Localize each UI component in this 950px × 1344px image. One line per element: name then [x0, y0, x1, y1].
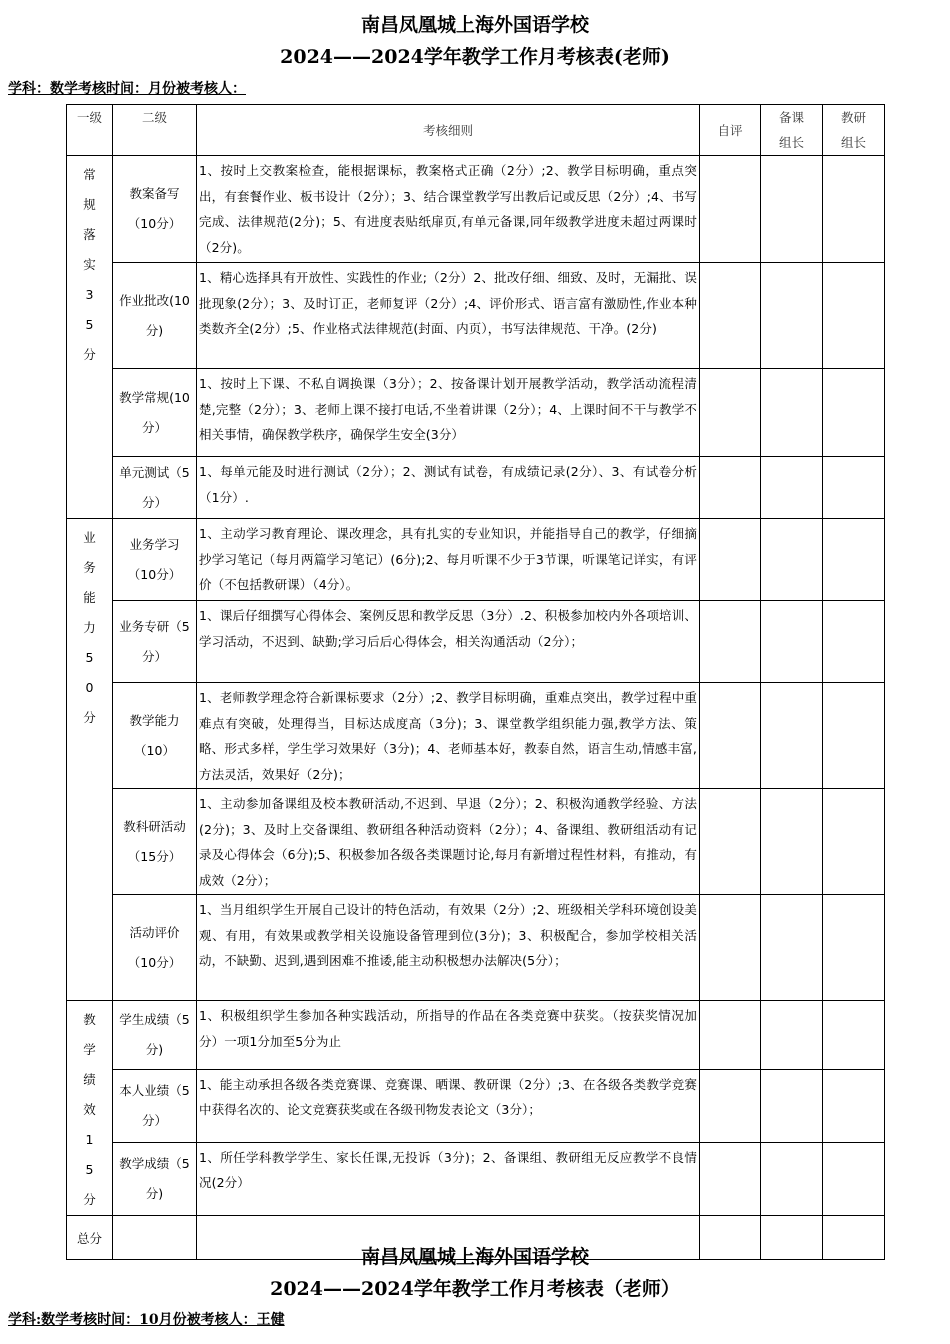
- group-leader-score-cell[interactable]: [761, 156, 823, 263]
- item-name: 教案备写（10分）: [113, 156, 197, 263]
- section-label: 常规落实35分: [67, 156, 113, 519]
- col-header-detail: 考核细则: [197, 105, 700, 156]
- table-row: [67, 683, 885, 789]
- item-detail: 1、能主动承担各级各类竞赛课、竞赛课、晒课、教研课（2分）;3、在各级各类教学竞赛中获得名次的、论文竞赛获奖或在各级刊物发表论文（3分）；: [197, 1069, 700, 1142]
- self-score-cell[interactable]: [700, 156, 761, 263]
- table-row: [67, 369, 885, 457]
- table-row: [67, 1069, 885, 1142]
- item-detail: 1、主动参加备课组及校本教研活动,不迟到、早退（2分）；2、积极沟通教学经验、方法(2分)；3、及时上交备课组、教研组各种活动资料（2分）；4、备课组、教研组活动有记录及心得体会（6分);5、积极参加各级各类课题讨论,每月有新增过程性材料，有推动，有成效（2分）；: [197, 789, 700, 895]
- research-leader-score-cell[interactable]: [823, 789, 885, 895]
- item-name: 本人业绩（5分）: [113, 1069, 197, 1142]
- item-name: 学生成绩（5分): [113, 1001, 197, 1070]
- table-row: [67, 263, 885, 369]
- group-leader-score-cell[interactable]: [761, 683, 823, 789]
- group-leader-score-cell[interactable]: [761, 601, 823, 683]
- research-leader-score-cell[interactable]: [823, 895, 885, 1001]
- group-leader-score-cell[interactable]: [761, 1142, 823, 1215]
- footer-form-title: 2024——2024学年教学工作月考核表（老师）: [270, 1278, 680, 1300]
- item-name: 教学成绩（5分): [113, 1142, 197, 1215]
- group-leader-score-cell[interactable]: [761, 369, 823, 457]
- research-leader-score-cell[interactable]: [823, 457, 885, 519]
- item-name: 单元测试（5分）: [113, 457, 197, 519]
- self-score-cell[interactable]: [700, 457, 761, 519]
- total-label: 总分: [67, 1216, 113, 1260]
- group-leader-score-cell[interactable]: [761, 895, 823, 1001]
- group-leader-score-cell[interactable]: [761, 457, 823, 519]
- header-row: [67, 105, 885, 156]
- research-leader-score-cell[interactable]: [823, 1142, 885, 1215]
- self-score-cell[interactable]: [700, 263, 761, 369]
- self-score-cell[interactable]: [700, 683, 761, 789]
- research-leader-score-cell[interactable]: [823, 1001, 885, 1070]
- meta-line: 学科：数学考核时间：月份被考核人：: [8, 81, 246, 97]
- school-title: 南昌凤凰城上海外国语学校: [360, 14, 589, 36]
- item-detail: 1、积极组织学生参加各种实践活动，所指导的作品在各类竞赛中获奖。（按获奖情况加分）一项1分加至5分为止: [197, 1001, 700, 1070]
- item-name: 教科研活动（15分）: [113, 789, 197, 895]
- group-leader-score-cell[interactable]: [761, 519, 823, 601]
- item-detail: 1、按时上交教案检查，能根据课标，教案格式正确（2分）;2、教学目标明确，重点突出，有套餐作业、板书设计（2分）；3、结合课堂教学写出教后记或反思（2分）;4、书写完成、法律规范(2分)；5、有进度表贴纸扉页,有单元备课,同年级教学进度未超过两课时（2分)。: [197, 156, 700, 263]
- table-row: [67, 156, 885, 263]
- item-name: 业务学习（10分）: [113, 519, 197, 601]
- item-detail: 1、主动学习教育理论、课改理念，具有扎实的专业知识，并能指导自己的教学，仔细摘抄学习笔记（每月两篇学习笔记）(6分);2、每月听课不少于3节课，听课笔记详实，有评价（不包括教研课）（4分）。: [197, 519, 700, 601]
- table-row: [67, 1001, 885, 1070]
- item-detail: 1、所任学科教学学生、家长任课,无投诉（3分)；2、备课组、教研组无反应教学不良情况(2分）: [197, 1142, 700, 1215]
- self-score-cell[interactable]: [700, 601, 761, 683]
- item-name: 活动评价（10分）: [113, 895, 197, 1001]
- group-leader-score-cell[interactable]: [761, 789, 823, 895]
- self-score-cell[interactable]: [700, 519, 761, 601]
- item-name: 业务专研（5分）: [113, 601, 197, 683]
- item-detail: 1、按时上下课、不私自调换课（3分）；2、按备课计划开展教学活动，教学活动流程清楚,完整（2分）；3、老师上课不接打电话,不坐着讲课（2分）；4、上课时间不干与教学不相关事情，确保教学秩序，确保学生安全(3分）: [197, 369, 700, 457]
- item-detail: 1、课后仔细撰写心得体会、案例反思和教学反思（3分）.2、积极参加校内外各项培训、学习活动，不迟到、缺勤;学习后后心得体会，相关沟通活动（2分）；: [197, 601, 700, 683]
- research-leader-score-cell[interactable]: [823, 1069, 885, 1142]
- self-score-cell[interactable]: [700, 1142, 761, 1215]
- group-leader-score-cell[interactable]: [761, 1001, 823, 1070]
- research-leader-score-cell[interactable]: [823, 683, 885, 789]
- research-leader-score-cell[interactable]: [823, 519, 885, 601]
- section-label: 教学绩效15分: [67, 1001, 113, 1216]
- item-name: 教学常规(10分）: [113, 369, 197, 457]
- group-leader-score-cell[interactable]: [761, 263, 823, 369]
- research-leader-score-cell[interactable]: [823, 263, 885, 369]
- table-row: [67, 457, 885, 519]
- self-score-cell[interactable]: [700, 789, 761, 895]
- item-name: 作业批改(10分): [113, 263, 197, 369]
- self-score-cell[interactable]: [700, 1001, 761, 1070]
- form-title: 2024——2024学年教学工作月考核表(老师): [280, 46, 670, 68]
- footer-school-title: 南昌凤凰城上海外国语学校: [360, 1246, 589, 1268]
- footer-meta-line: 学科:数学考核时间：10月份被考核人：王健: [8, 1312, 285, 1328]
- item-detail: 1、精心选择具有开放性、实践性的作业;（2分）2、批改仔细、细致、及时，无漏批、误批现象(2分）；3、及时订正，老师复评（2分）;4、评价形式、语言富有激励性,作业本种类数齐全(2分）;5、作业格式法律规范(封面、内页），书写法律规范、干净。(2分): [197, 263, 700, 369]
- self-score-cell[interactable]: [700, 1069, 761, 1142]
- table-row: [67, 895, 885, 1001]
- item-detail: 1、每单元能及时进行测试（2分）；2、测试有试卷，有成绩记录(2分）、3、有试卷分析（1分）.: [197, 457, 700, 519]
- self-score-cell[interactable]: [700, 895, 761, 1001]
- table-row: [67, 789, 885, 895]
- table-row: [67, 1142, 885, 1215]
- table-row: [67, 519, 885, 601]
- research-leader-score-cell[interactable]: [823, 601, 885, 683]
- item-detail: 1、老师教学理念符合新课标要求（2分）;2、教学目标明确，重难点突出，教学过程中重难点有突破，处理得当，目标达成度高（3分)；3、课堂教学组织能力强,教学方法、策略、形式多样，学生学习效果好（3分)；4、老师基本好，教泰自然，语言生动,情感丰富,方法灵活，效果好（2分)；: [197, 683, 700, 789]
- research-leader-score-cell[interactable]: [823, 369, 885, 457]
- research-leader-score-cell[interactable]: [823, 156, 885, 263]
- item-name: 教学能力（10）: [113, 683, 197, 789]
- col-header-level2: 二级: [113, 105, 197, 156]
- section-label: 业务能力50分: [67, 519, 113, 1001]
- assessment-table: [66, 104, 885, 1260]
- col-header-level1: 一级: [67, 105, 113, 156]
- col-header-self: 自评: [700, 105, 761, 156]
- self-score-cell[interactable]: [700, 369, 761, 457]
- group-leader-score-cell[interactable]: [761, 1069, 823, 1142]
- col-header-research-leader: 教研组长: [823, 105, 885, 156]
- item-detail: 1、当月组织学生开展自己设计的特色活动，有效果（2分）;2、班级相关学科环境创设美观、有用，有效果或教学相关设施设备管理到位(3分)；3、积极配合，参加学校相关活动，不缺勤、迟到,遇到困难不推诿,能主动积极想办法解决(5分）；: [197, 895, 700, 1001]
- col-header-group-leader: 备课组长: [761, 105, 823, 156]
- table-row: [67, 601, 885, 683]
